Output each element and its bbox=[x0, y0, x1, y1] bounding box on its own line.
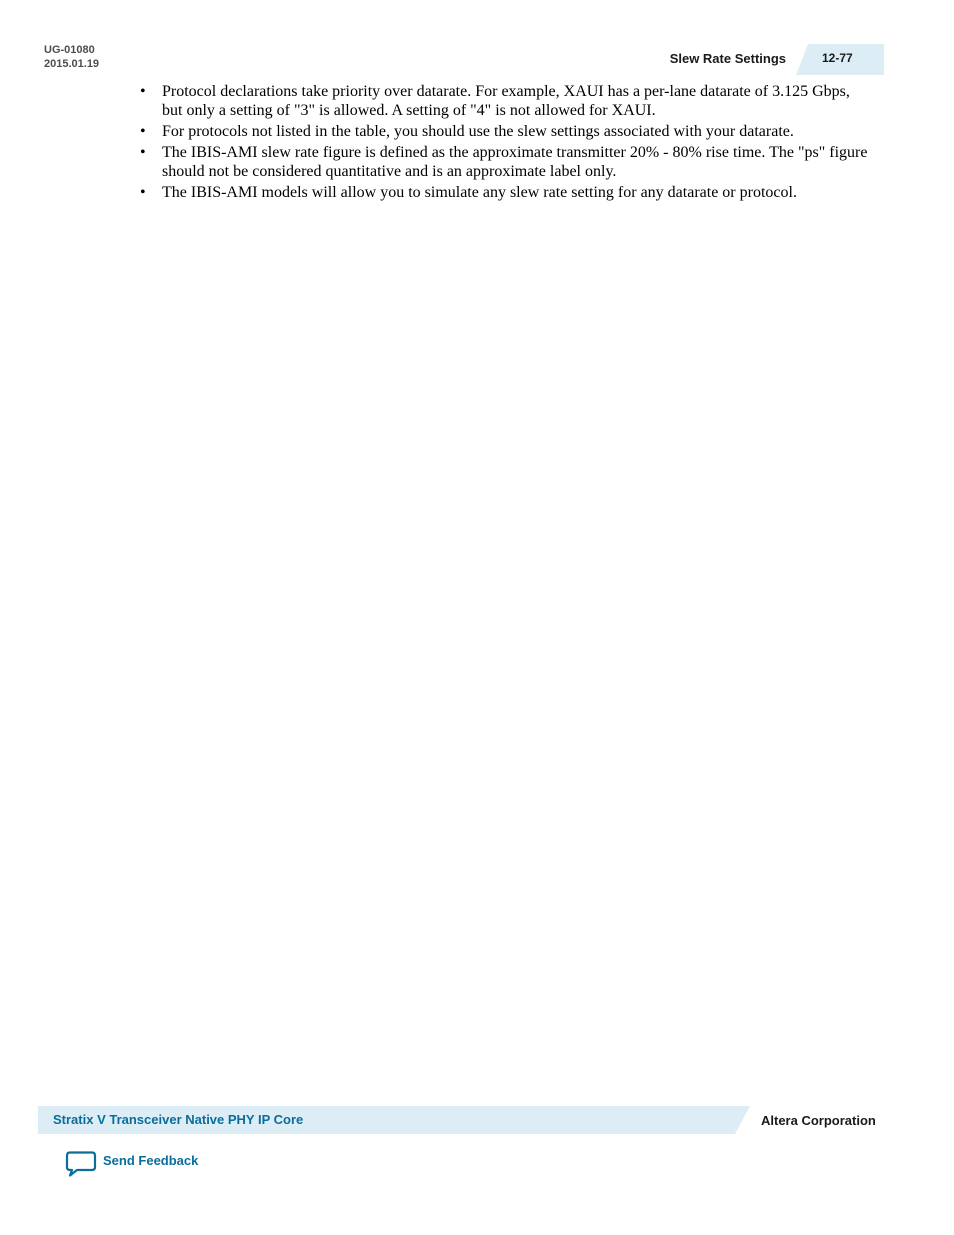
footer-title-bar bbox=[38, 1106, 750, 1134]
document-id: UG-01080 bbox=[44, 44, 95, 56]
document-id-block bbox=[44, 43, 99, 71]
list-item-text: For protocols not listed in the table, you should use the slew settings associated with your datarate. bbox=[162, 123, 794, 140]
list-item bbox=[140, 183, 870, 202]
bullet-marker: • bbox=[140, 83, 146, 100]
page-number: 12-77 bbox=[822, 51, 853, 65]
send-feedback-link[interactable] bbox=[65, 1150, 198, 1180]
footer-document-title: Stratix V Transceiver Native PHY IP Core bbox=[53, 1112, 304, 1127]
list-item bbox=[140, 143, 870, 181]
speech-bubble-icon[interactable] bbox=[65, 1150, 97, 1178]
section-title: Slew Rate Settings bbox=[669, 51, 786, 66]
page-number-tab bbox=[796, 44, 884, 75]
bullet-marker: • bbox=[140, 144, 146, 161]
list-item-text: Protocol declarations take priority over datarate. For example, XAUI has a per-lane datarate of 3.125 Gbps, but only a setting of "3" is allowed. A setting of "4" is not allowed for XAUI. bbox=[162, 83, 850, 119]
bullet-list bbox=[140, 82, 870, 204]
list-item-text: The IBIS-AMI slew rate figure is defined as the approximate transmitter 20% - 80% rise time. The "ps" figure should not be considered quantitative and is an approximate label only. bbox=[162, 144, 868, 180]
list-item bbox=[140, 122, 870, 141]
document-date: 2015.01.19 bbox=[44, 58, 100, 70]
list-item-text: The IBIS-AMI models will allow you to simulate any slew rate setting for any datarate or protocol. bbox=[162, 184, 797, 201]
send-feedback-label[interactable]: Send Feedback bbox=[103, 1153, 199, 1168]
company-name: Altera Corporation bbox=[761, 1113, 876, 1128]
list-item bbox=[140, 82, 870, 120]
bullet-marker: • bbox=[140, 123, 146, 140]
bullet-marker: • bbox=[140, 184, 146, 201]
